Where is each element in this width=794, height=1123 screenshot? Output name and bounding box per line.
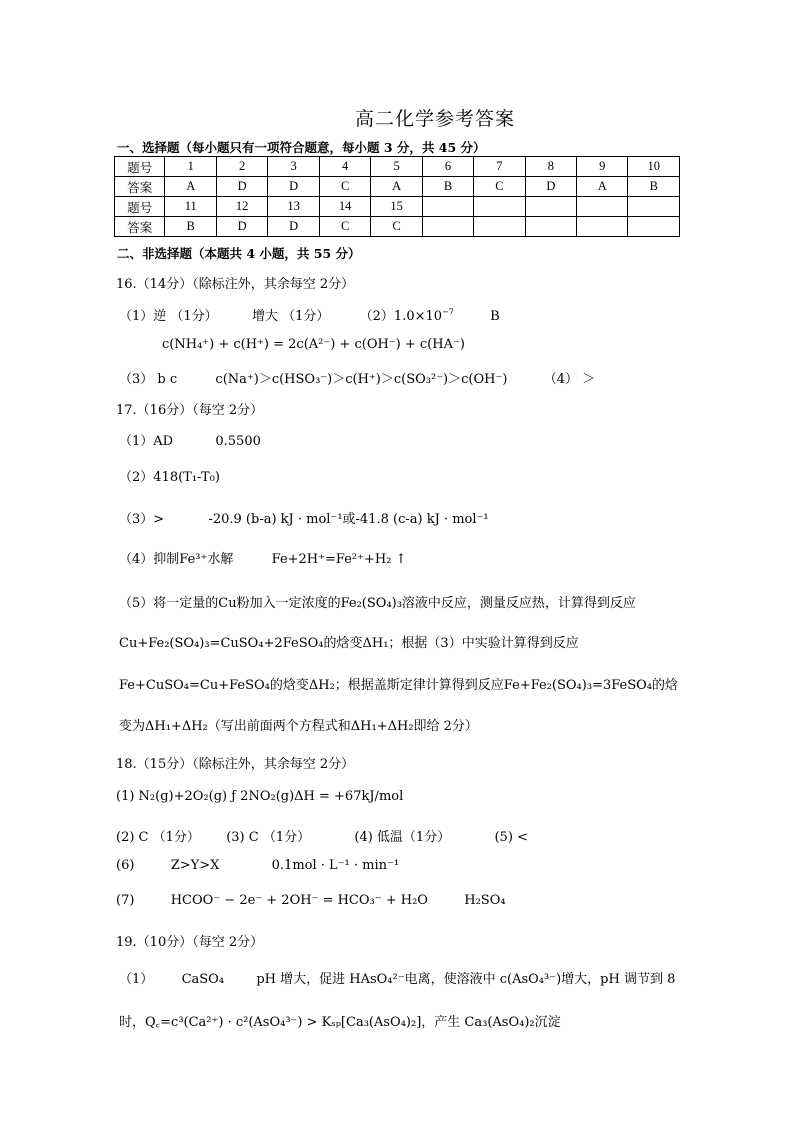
- q16-part2-answer-2: B: [490, 309, 500, 324]
- q16-heading: 16.（14分）（除标注外，其余每空 2分）: [116, 277, 355, 292]
- table-cell: [474, 197, 525, 217]
- q16-part1-answer: （1）逆 （1分）: [119, 309, 218, 324]
- q18-part7-equation: HCOO⁻ − 2e⁻ + 2OH⁻ = HCO₃⁻ + H₂O: [170, 893, 428, 908]
- table-cell: [474, 217, 525, 237]
- q18-part5-answer: (5) <: [494, 830, 528, 845]
- table-cell: [422, 197, 473, 217]
- table-cell: 10: [628, 157, 680, 177]
- q16-line-3: [119, 368, 595, 387]
- q17-part1-value: 0.5500: [215, 434, 261, 449]
- q17-part3-answer: （3）>: [119, 512, 165, 527]
- answer-row: [115, 217, 680, 237]
- table-cell: A: [371, 177, 422, 197]
- q16-part2-exponent: −7: [442, 307, 454, 317]
- q18-part3-answer: (3) C （1分）: [226, 830, 311, 845]
- table-cell: D: [525, 177, 576, 197]
- q19-line-1: [119, 968, 675, 987]
- q18-line-1: (1) N₂(g)+2O₂(g) ƒ 2NO₂(g)ΔH = +67kJ/mol: [116, 789, 404, 804]
- table-row-header: 题号: [115, 197, 165, 217]
- q17-part4-equation: Fe+2H⁺=Fe²⁺+H₂ ↑: [271, 552, 407, 567]
- q17-part4-answer: （4）抑制Fe³⁺水解: [119, 552, 234, 567]
- table-cell: 13: [268, 197, 319, 217]
- table-cell: 1: [165, 157, 216, 177]
- table-cell: C: [319, 217, 370, 237]
- answer-row: [115, 177, 680, 197]
- table-cell: 5: [371, 157, 422, 177]
- q18-line-4: [116, 893, 506, 908]
- question-number-row: [115, 157, 680, 177]
- table-cell: [577, 197, 628, 217]
- q17-line-6: Cu+Fe₂(SO₄)₃=CuSO₄+2FeSO₄的焓变ΔH₁；根据（3）中实验计算得到反应: [119, 636, 579, 651]
- table-cell: [628, 217, 680, 237]
- answer-table-body: [115, 157, 680, 237]
- table-cell: 12: [216, 197, 267, 217]
- table-cell: 11: [165, 197, 216, 217]
- q17-line-2: （2）418(T₁-T₀): [119, 470, 220, 485]
- q16-line-2: c(NH₄⁺) + c(H⁺) = 2c(A²⁻) + c(OH⁻) + c(HA⁻): [162, 337, 465, 352]
- q18-part7-product: H₂SO₄: [464, 893, 506, 908]
- table-cell: 7: [474, 157, 525, 177]
- q19-line-2: 时，Q꜀=c³(Ca²⁺) · c²(AsO₄³⁻) > Kₛₚ[Ca₃(AsO₄)₂]，产生 Ca₃(AsO₄)₂沉淀: [119, 1015, 561, 1030]
- q16-part4-answer: （4） ＞: [543, 372, 596, 387]
- table-cell: [525, 217, 576, 237]
- q18-line-2: [116, 826, 528, 845]
- table-cell: C: [319, 177, 370, 197]
- q19-part1-answer: CaSO₄: [181, 972, 225, 987]
- table-cell: [628, 197, 680, 217]
- q17-part1-answer: （1）AD: [119, 434, 174, 449]
- q16-part2-value: （2）1.0×10: [359, 309, 443, 324]
- table-cell: C: [371, 217, 422, 237]
- page-title: 高二化学参考答案: [354, 108, 515, 130]
- table-row-header: 题号: [115, 157, 165, 177]
- table-cell: [577, 217, 628, 237]
- table-cell: 4: [319, 157, 370, 177]
- q17-line-5: （5）将一定量的Cu粉加入一定浓度的Fe₂(SO₄)₃溶液中反应，测量反应热，计算得到反应: [119, 596, 636, 611]
- q16-part1-answer-2: 增大 （1分）: [251, 309, 330, 324]
- q17-part3-value: -20.9 (b-a) kJ · mol⁻¹或-41.8 (c-a) kJ · mol⁻¹: [208, 512, 489, 527]
- table-cell: A: [577, 177, 628, 197]
- section-1-heading: 一、选择题（每小题只有一项符合题意，每小题 3 分，共 45 分）: [117, 140, 486, 155]
- table-cell: D: [268, 177, 319, 197]
- table-row-header: 答案: [115, 217, 165, 237]
- table-cell: [422, 217, 473, 237]
- table-cell: 8: [525, 157, 576, 177]
- table-cell: D: [216, 177, 267, 197]
- table-cell: B: [628, 177, 680, 197]
- q18-part7-label: (7): [116, 893, 135, 908]
- q16-line-1: [119, 305, 500, 324]
- table-cell: B: [165, 217, 216, 237]
- table-cell: [525, 197, 576, 217]
- q19-part1-label: （1）: [119, 972, 154, 987]
- section-2-heading: 二、非选择题（本题共 4 小题，共 55 分）: [117, 246, 361, 261]
- q18-heading: 18.（15分）（除标注外，其余每空 2分）: [116, 757, 355, 772]
- q16-part2-answer: [360, 305, 454, 324]
- table-cell: D: [268, 217, 319, 237]
- table-cell: C: [474, 177, 525, 197]
- q18-part4-answer: (4) 低温（1分）: [354, 830, 451, 845]
- q16-part3-order: c(Na⁺)＞c(HSO₃⁻)＞c(H⁺)＞c(SO₃²⁻)＞c(OH⁻): [215, 372, 508, 387]
- q16-part3-answer: （3） b c: [119, 372, 178, 387]
- table-row-header: 答案: [115, 177, 165, 197]
- q17-line-7: Fe+CuSO₄=Cu+FeSO₄的焓变ΔH₂；根据盖斯定律计算得到反应Fe+Fe₂(SO₄)₃=3FeSO₄的焓: [119, 678, 678, 693]
- q17-heading: 17.（16分）（每空 2分）: [116, 403, 264, 418]
- table-cell: 9: [577, 157, 628, 177]
- question-number-row: [115, 197, 680, 217]
- table-cell: A: [165, 177, 216, 197]
- q18-part6-rate: 0.1mol · L⁻¹ · min⁻¹: [271, 858, 400, 873]
- table-cell: D: [216, 217, 267, 237]
- q18-part2-answer: (2) C （1分）: [116, 830, 200, 845]
- q19-heading: 19.（10分）（每空 2分）: [116, 935, 264, 950]
- q17-line-4: [119, 548, 406, 567]
- table-cell: 2: [216, 157, 267, 177]
- q17-line-3: [119, 508, 489, 527]
- q17-line-8: 变为ΔH₁+ΔH₂（写出前面两个方程式和ΔH₁+ΔH₂即给 2分）: [119, 719, 478, 734]
- q18-line-3: [116, 858, 399, 873]
- table-cell: 14: [319, 197, 370, 217]
- table-cell: 6: [422, 157, 473, 177]
- table-cell: 3: [268, 157, 319, 177]
- q17-line-1: [119, 430, 261, 449]
- table-cell: B: [422, 177, 473, 197]
- answer-table: [114, 156, 680, 237]
- table-cell: 15: [371, 197, 422, 217]
- q19-part1-explanation: pH 增大，促进 HAsO₄²⁻电离，使溶液中 c(AsO₄³⁻)增大，pH 调节到 8: [256, 972, 676, 987]
- q18-part6-label: (6): [116, 858, 135, 873]
- q18-part6-order: Z>Y>X: [170, 858, 220, 873]
